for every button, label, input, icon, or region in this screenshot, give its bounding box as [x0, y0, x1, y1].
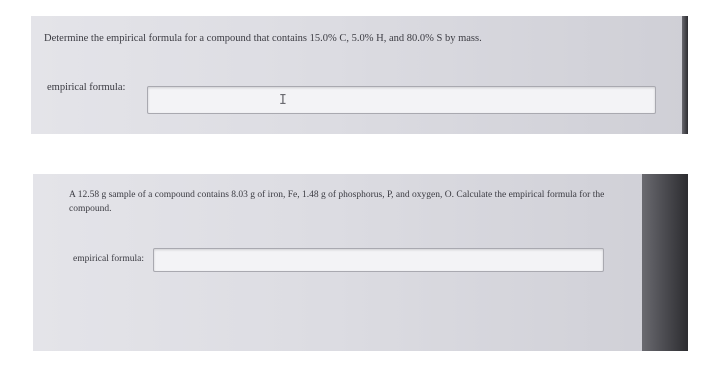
question-2-answer-label: empirical formula: [73, 254, 144, 264]
screen-edge-shadow [682, 16, 688, 134]
screen-edge-shadow [642, 174, 688, 351]
question-card-2 [33, 174, 688, 351]
question-card-1 [31, 16, 688, 134]
i-beam-cursor-icon: I [279, 93, 287, 108]
question-2-empirical-formula-input[interactable] [153, 248, 604, 272]
question-1-empirical-formula-input[interactable] [147, 86, 656, 114]
question-2-prompt: A 12.58 g sample of a compound contains 8.03 g of iron, Fe, 1.48 g of phosphorus, P, and oxygen, O. Calculate the empirical formula for the compound. [69, 190, 605, 214]
question-1-prompt: Determine the empirical formula for a compound that contains 15.0% C, 5.0% H, and 80.0% S by mass. [44, 33, 482, 44]
question-1-answer-label: empirical formula: [47, 82, 126, 93]
